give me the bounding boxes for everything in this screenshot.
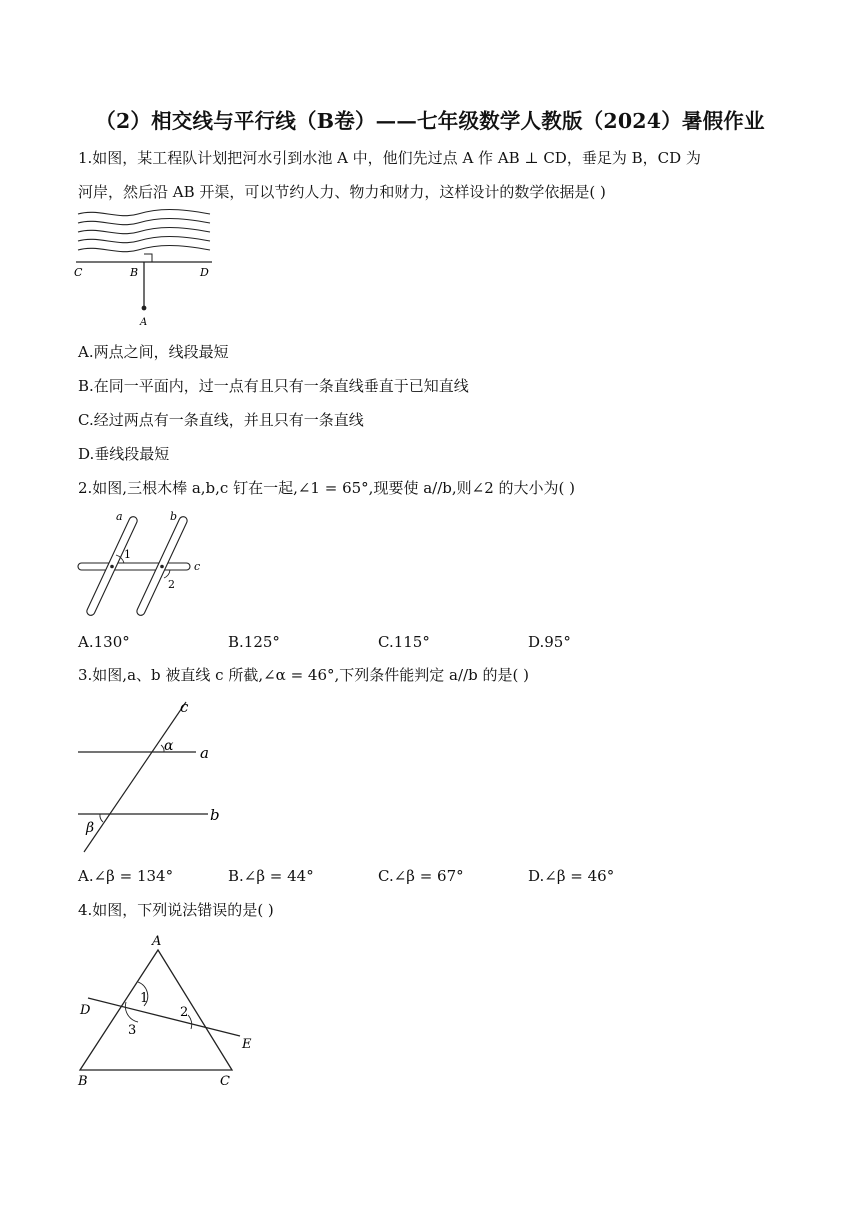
q3-label-a: a	[200, 744, 209, 762]
q3-text-line1: 3.如图,a、b 被直线 c 所截,∠α = 46°,下列条件能判定 a//b 的是( )	[78, 666, 529, 684]
q4-label-e: E	[242, 1037, 252, 1052]
q2-option-b: B.125°	[228, 633, 280, 651]
q3-label-beta: β	[86, 820, 95, 836]
q2-option-a: A.130°	[78, 633, 130, 651]
q1-text-line2: 河岸，然后沿 AB 开渠，可以节约人力、物力和财力，这样设计的数学依据是( )	[78, 183, 606, 201]
q2-option-c: C.115°	[378, 633, 430, 651]
q3-label-c: c	[180, 698, 189, 716]
q2-label-1: 1	[124, 548, 131, 561]
q1-river-figure	[70, 208, 220, 330]
q2-label-b: b	[170, 510, 178, 523]
q1-option-c: C.经过两点有一条直线，并且只有一条直线	[78, 411, 364, 429]
q1-label-a: A	[140, 317, 148, 328]
q2-text-line1: 2.如图,三根木棒 a,b,c 钉在一起,∠1 = 65°,现要使 a//b,则∠2 的大小为( )	[78, 479, 575, 497]
q1-label-b: B	[130, 266, 139, 279]
q1-option-a: A.两点之间，线段最短	[78, 343, 229, 361]
q2-label-a: a	[116, 510, 123, 523]
q2-label-2: 2	[168, 578, 175, 591]
q3-option-c: C.∠β = 67°	[378, 867, 464, 885]
q3-option-b: B.∠β = 44°	[228, 867, 314, 885]
q3-label-b: b	[210, 806, 220, 824]
q1-label-d: D	[200, 266, 209, 279]
q2-option-d: D.95°	[528, 633, 571, 651]
q3-transversal-figure	[72, 694, 232, 858]
q3-option-a: A.∠β = 134°	[78, 867, 174, 885]
q4-label-c: C	[220, 1074, 230, 1089]
q3-option-d: D.∠β = 46°	[528, 867, 615, 885]
q4-label-1: 1	[140, 991, 149, 1006]
q4-label-3: 3	[128, 1023, 137, 1038]
q4-text-line1: 4.如图，下列说法错误的是( )	[78, 901, 274, 919]
q4-label-b: B	[78, 1074, 88, 1089]
q4-label-d: D	[80, 1003, 91, 1018]
q3-label-alpha: α	[164, 738, 174, 754]
q4-label-2: 2	[180, 1005, 189, 1020]
q1-option-b: B.在同一平面内，过一点有且只有一条直线垂直于已知直线	[78, 377, 469, 395]
q2-sticks-figure	[72, 508, 212, 626]
q4-label-a: A	[152, 934, 162, 949]
q1-label-c: C	[74, 266, 83, 279]
q1-text-line1: 1.如图，某工程队计划把河水引到水池 A 中，他们先过点 A 作 AB ⊥ CD，垂足为 B，CD 为	[78, 149, 701, 167]
q2-label-c: c	[194, 560, 201, 573]
q1-option-d: D.垂线段最短	[78, 445, 170, 463]
q4-triangle-figure	[72, 930, 272, 1090]
page-title: （2）相交线与平行线（B卷）——七年级数学人教版（2024）暑假作业	[95, 109, 765, 133]
